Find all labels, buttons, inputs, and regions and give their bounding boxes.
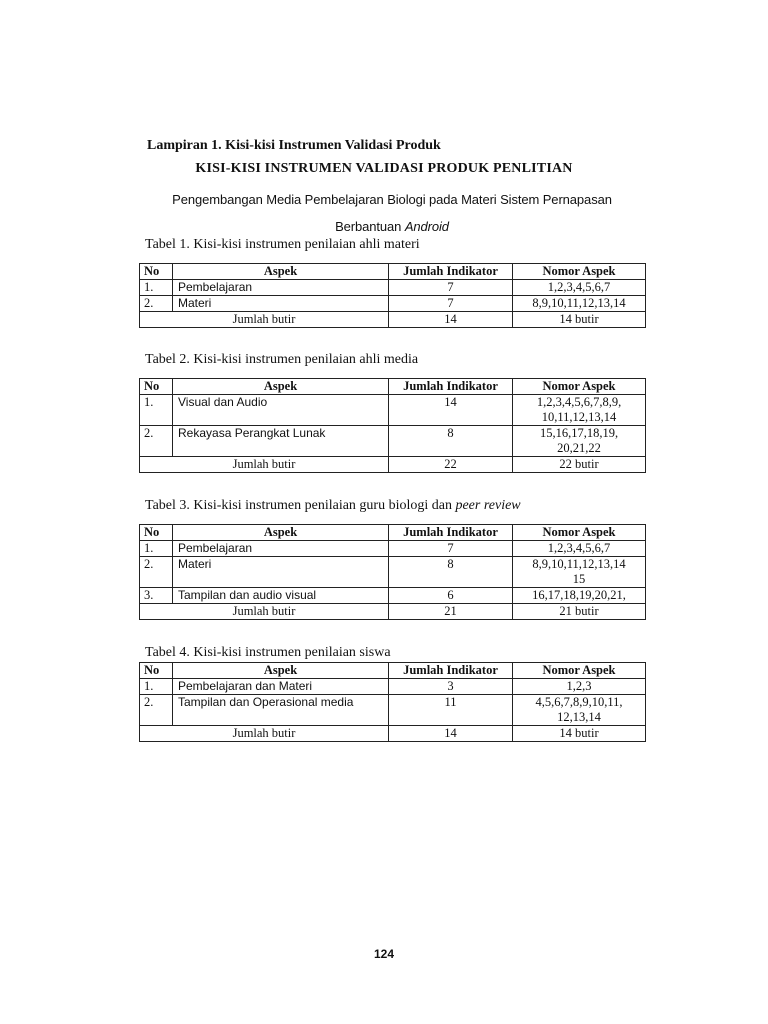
total-nomor: 14 butir: [513, 312, 646, 328]
total-jumlah: 21: [389, 604, 513, 620]
cell-no: 1.: [140, 541, 173, 557]
table-4-caption: [145, 645, 391, 661]
table-3-caption-italic: peer review: [455, 498, 521, 513]
table-header-row: [140, 379, 646, 395]
cell-nomor: 1,2,3,4,5,6,7: [513, 280, 646, 296]
cell-no: 1.: [140, 679, 173, 695]
cell-jumlah: 11: [389, 695, 513, 726]
table-row: [140, 280, 646, 296]
table-header-row: [140, 525, 646, 541]
table-1: [139, 263, 646, 328]
total-row: [140, 312, 646, 328]
document-title: KISI-KISI INSTRUMEN VALIDASI PRODUK PENLITIAN: [195, 161, 573, 176]
table-4: [139, 662, 646, 742]
cell-no: 1.: [140, 280, 173, 296]
table-row: [140, 395, 646, 426]
cell-jumlah: 6: [389, 588, 513, 604]
cell-no: 2.: [140, 557, 173, 588]
table-header-row: [140, 663, 646, 679]
table-row: [140, 541, 646, 557]
cell-jumlah: 7: [389, 296, 513, 312]
subtitle-italic: Android: [404, 219, 449, 234]
cell-aspek: Tampilan dan Operasional media: [173, 695, 389, 726]
cell-aspek: Tampilan dan audio visual: [173, 588, 389, 604]
cell-aspek: Pembelajaran: [173, 280, 389, 296]
total-jumlah: 22: [389, 457, 513, 473]
cell-nomor: 8,9,10,11,12,13,14: [513, 296, 646, 312]
table-row: [140, 557, 646, 588]
cell-jumlah: 14: [389, 395, 513, 426]
header-no: No: [140, 379, 173, 395]
table-row: [140, 296, 646, 312]
cell-nomor: 4,5,6,7,8,9,10,11, 12,13,14: [513, 695, 646, 726]
cell-aspek: Rekayasa Perangkat Lunak: [173, 426, 389, 457]
table-2-caption: [145, 352, 418, 368]
header-no: No: [140, 525, 173, 541]
cell-aspek: Pembelajaran: [173, 541, 389, 557]
header-nomor: Nomor Aspek: [513, 264, 646, 280]
cell-jumlah: 3: [389, 679, 513, 695]
header-aspek: Aspek: [173, 264, 389, 280]
cell-nomor: 15,16,17,18,19, 20,21,22: [513, 426, 646, 457]
cell-no: 2.: [140, 296, 173, 312]
cell-no: 1.: [140, 395, 173, 426]
cell-nomor: 16,17,18,19,20,21,: [513, 588, 646, 604]
cell-no: 2.: [140, 695, 173, 726]
cell-nomor: 1,2,3,4,5,6,7,8,9, 10,11,12,13,14: [513, 395, 646, 426]
total-jumlah: 14: [389, 726, 513, 742]
table-1-caption-text: Tabel 1. Kisi-kisi instrumen penilaian ahli materi: [145, 237, 420, 252]
table-4-caption-text: Tabel 4. Kisi-kisi instrumen penilaian siswa: [145, 645, 391, 660]
cell-jumlah: 7: [389, 280, 513, 296]
cell-jumlah: 7: [389, 541, 513, 557]
table-2-caption-text: Tabel 2. Kisi-kisi instrumen penilaian ahli media: [145, 352, 419, 367]
table-header-row: [140, 264, 646, 280]
total-jumlah: 14: [389, 312, 513, 328]
cell-aspek: Materi: [173, 557, 389, 588]
cell-jumlah: 8: [389, 426, 513, 457]
attachment-title: Lampiran 1. Kisi-kisi Instrumen Validasi Produk: [147, 138, 441, 153]
header-aspek: Aspek: [173, 379, 389, 395]
table-3-caption: [145, 498, 521, 514]
total-row: [140, 604, 646, 620]
total-label: Jumlah butir: [140, 726, 389, 742]
document-subtitle: [140, 186, 644, 240]
cell-nomor: 1,2,3,4,5,6,7: [513, 541, 646, 557]
header-no: No: [140, 264, 173, 280]
cell-nomor: 8,9,10,11,12,13,14 15: [513, 557, 646, 588]
header-jumlah: Jumlah Indikator: [389, 525, 513, 541]
header-jumlah: Jumlah Indikator: [389, 379, 513, 395]
table-row: [140, 695, 646, 726]
cell-no: 2.: [140, 426, 173, 457]
total-nomor: 22 butir: [513, 457, 646, 473]
cell-aspek: Pembelajaran dan Materi: [173, 679, 389, 695]
header-jumlah: Jumlah Indikator: [389, 663, 513, 679]
page-number: 124: [373, 947, 395, 961]
cell-jumlah: 8: [389, 557, 513, 588]
cell-aspek: Visual dan Audio: [173, 395, 389, 426]
table-3-caption-text: Tabel 3. Kisi-kisi instrumen penilaian guru biologi dan: [145, 498, 452, 513]
header-nomor: Nomor Aspek: [513, 663, 646, 679]
table-row: [140, 426, 646, 457]
table-2: [139, 378, 646, 473]
total-row: [140, 457, 646, 473]
table-1-caption: [145, 237, 420, 253]
cell-nomor: 1,2,3: [513, 679, 646, 695]
header-no: No: [140, 663, 173, 679]
table-row: [140, 588, 646, 604]
table-3: [139, 524, 646, 620]
cell-no: 3.: [140, 588, 173, 604]
header-jumlah: Jumlah Indikator: [389, 264, 513, 280]
header-nomor: Nomor Aspek: [513, 379, 646, 395]
subtitle-text: Pengembangan Media Pembelajaran Biologi pada Materi Sistem Pernapasan Berbantuan: [172, 192, 612, 234]
header-nomor: Nomor Aspek: [513, 525, 646, 541]
total-row: [140, 726, 646, 742]
table-row: [140, 679, 646, 695]
header-aspek: Aspek: [173, 663, 389, 679]
total-label: Jumlah butir: [140, 457, 389, 473]
total-label: Jumlah butir: [140, 604, 389, 620]
header-aspek: Aspek: [173, 525, 389, 541]
total-nomor: 21 butir: [513, 604, 646, 620]
total-nomor: 14 butir: [513, 726, 646, 742]
cell-aspek: Materi: [173, 296, 389, 312]
total-label: Jumlah butir: [140, 312, 389, 328]
